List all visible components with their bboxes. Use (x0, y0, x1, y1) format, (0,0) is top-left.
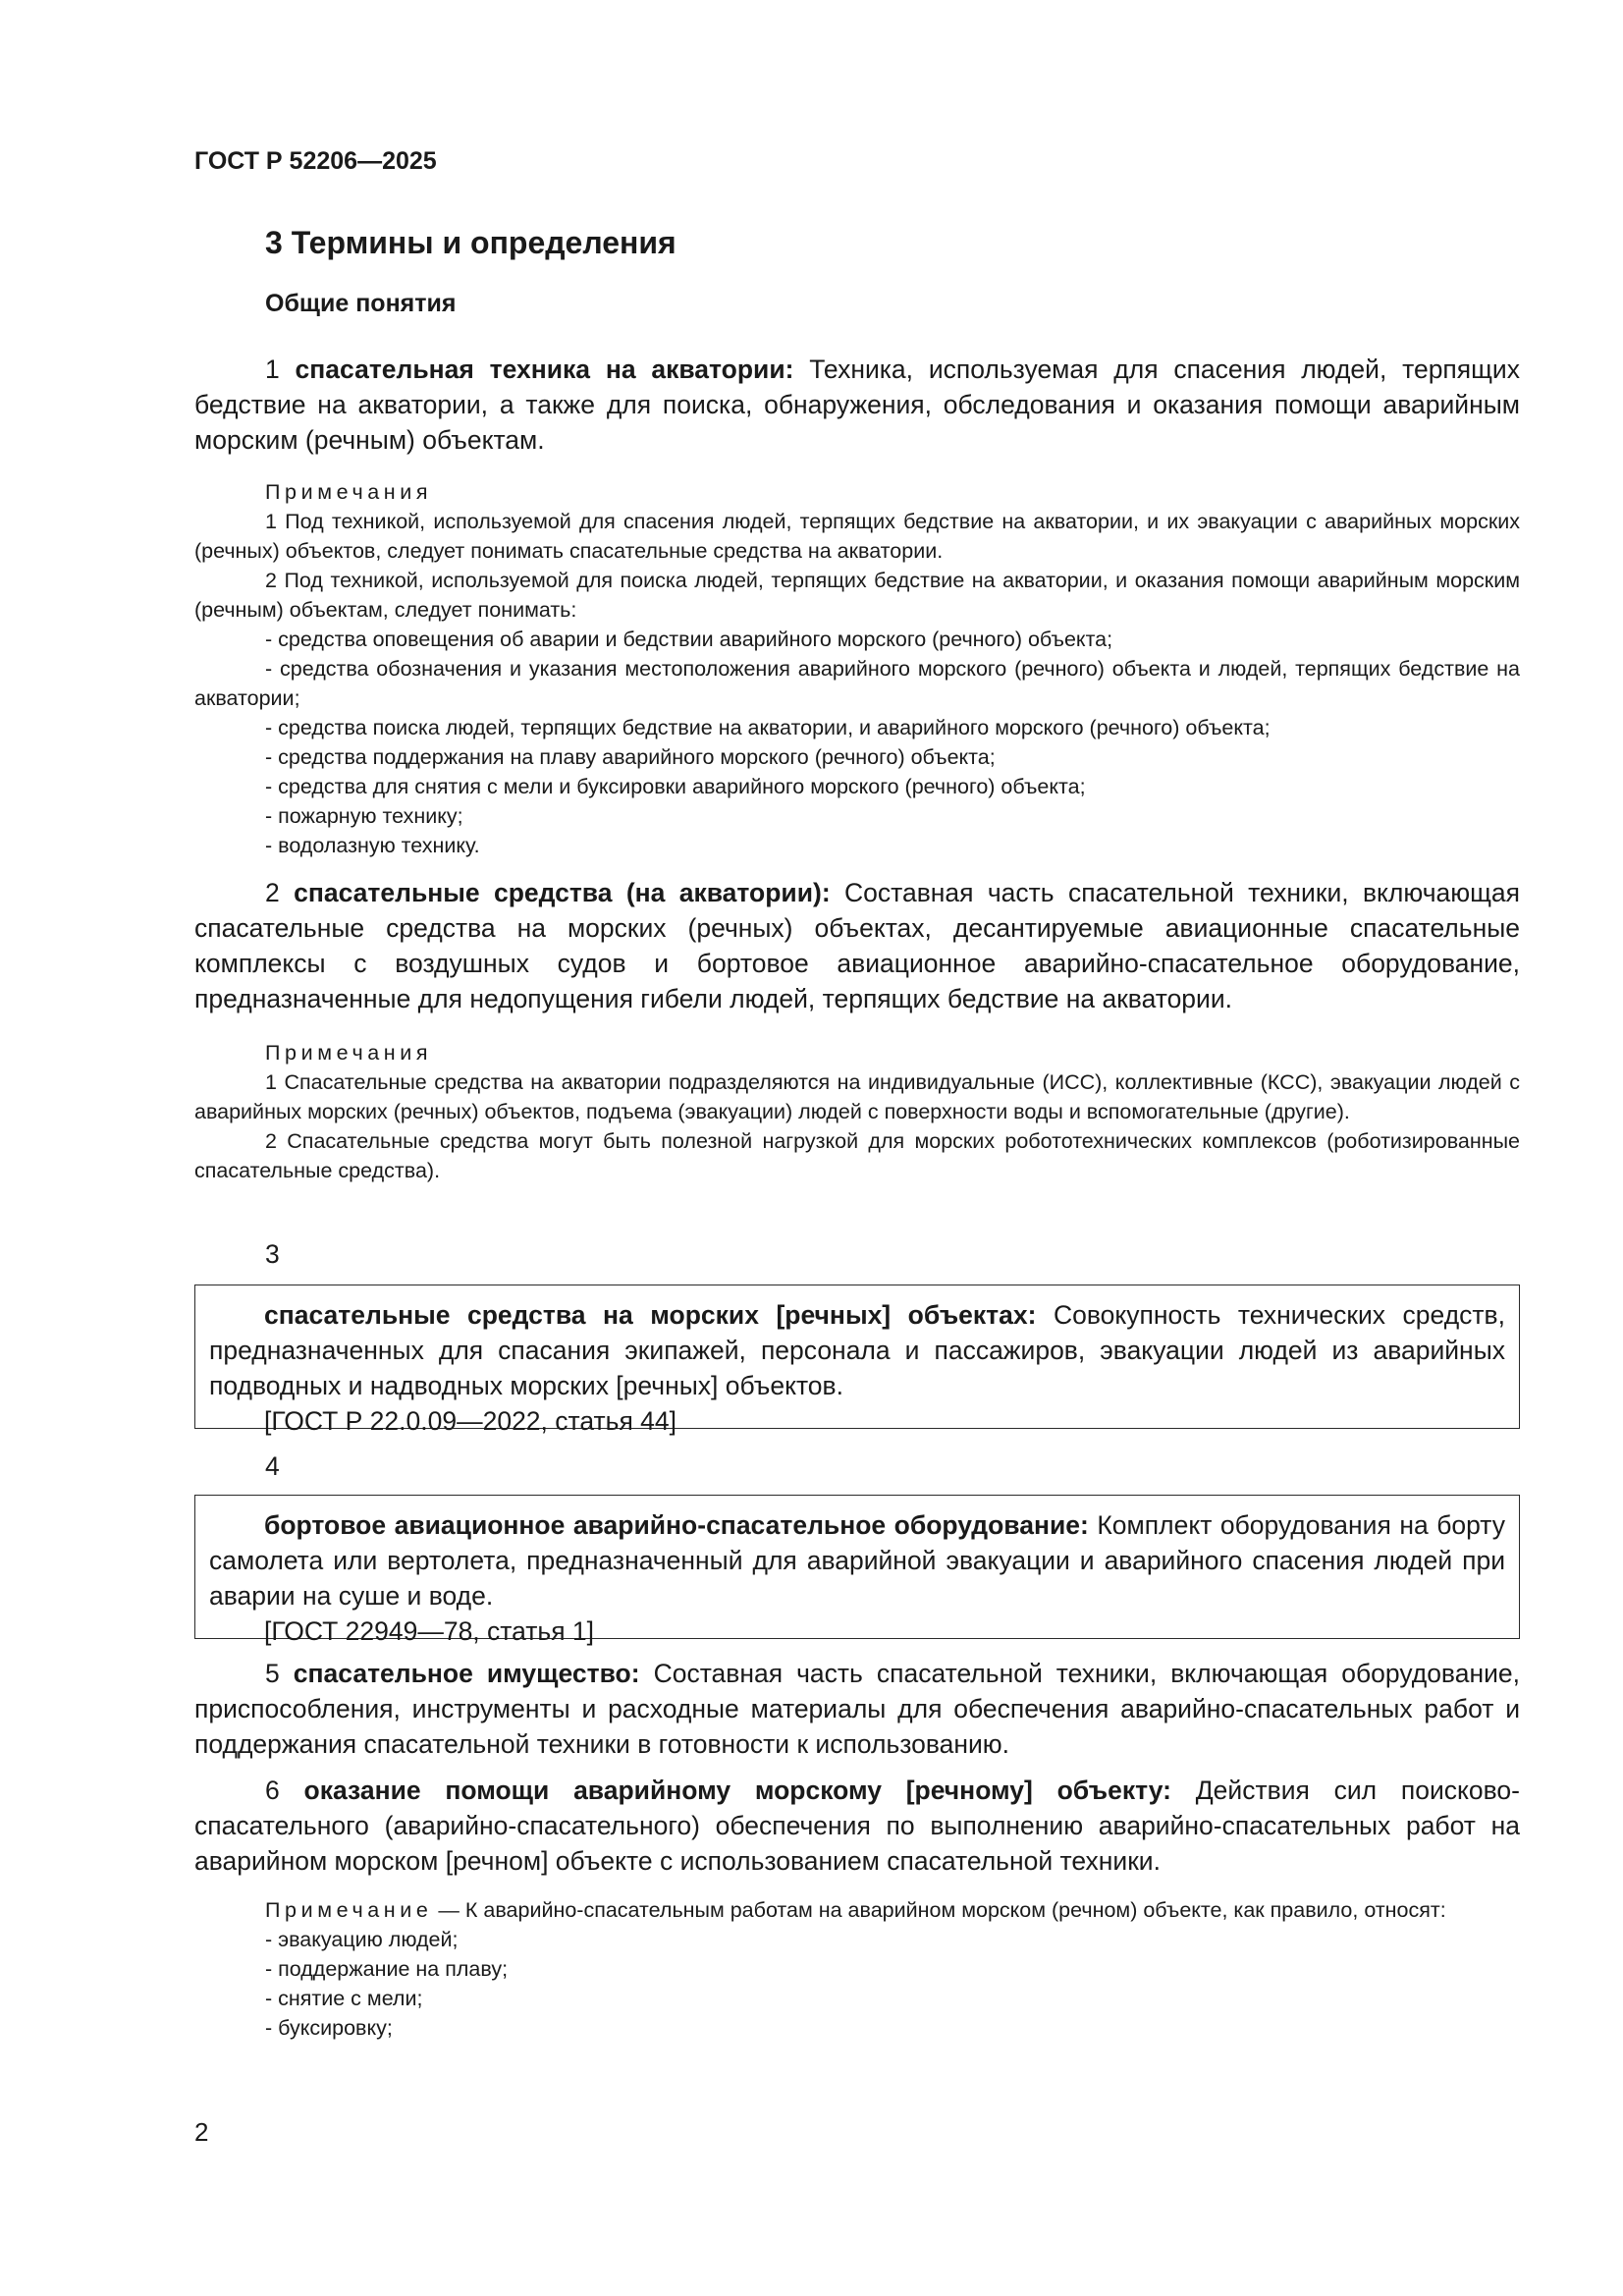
term-4-name: бортовое авиационное аварийно-спасательное оборудование: (264, 1510, 1089, 1540)
term-1-notes (194, 477, 1520, 860)
term-2-note-2: 2 Спасательные средства могут быть полезной нагрузкой для морских робототехнических комплексов (роботизированные спасательные средства). (194, 1129, 1520, 1182)
subsection-title: Общие понятия (265, 290, 457, 317)
section-title: 3 Термины и определения (265, 225, 676, 260)
term-1-note-1: 1 Под техникой, используемой для спасения людей, терпящих бедствие на акватории, и их эвакуации с аварийных морских (речных) объектов, следует понимать спасательные средства на акватории. (194, 510, 1520, 563)
list-item: - водолазную технику. (265, 834, 480, 857)
term-5-name: спасательное имущество: (293, 1659, 640, 1688)
page-number: 2 (194, 2117, 209, 2147)
list-item: - средства поиска людей, терпящих бедствие на акватории, и аварийного морского (речного) объекта; (265, 716, 1271, 739)
notes-heading: Примечания (265, 1041, 433, 1065)
term-3-text (209, 1297, 1505, 1403)
list-item: - средства поддержания на плаву аварийного морского (речного) объекта; (265, 745, 996, 769)
term-5-text (194, 1656, 1520, 1762)
term-6-text (194, 1773, 1520, 1879)
term-2 (194, 875, 1520, 1016)
list-item: - средства для снятия с мели и буксировки аварийного морского (речного) объекта; (265, 775, 1086, 798)
term-2-name: спасательные средства (на акватории): (294, 878, 831, 907)
list-item: - снятие с мели; (265, 1987, 423, 2010)
term-1-name: спасательная техника на акватории: (295, 355, 794, 384)
notes-heading: Примечания (265, 480, 433, 504)
term-1 (194, 352, 1520, 458)
term-1-note-2: 2 Под техникой, используемой для поиска людей, терпящих бедствие на акватории, и оказания помощи аварийным морским (речным) объектам, следует понимать: (194, 569, 1520, 622)
term-4-box (194, 1495, 1520, 1646)
term-6-name: оказание помощи аварийному морскому [речному] объекту: (303, 1776, 1171, 1805)
term-3-box (194, 1285, 1520, 1436)
list-item: - эвакуацию людей; (265, 1928, 459, 1951)
term-6-note-text (194, 1895, 1520, 1925)
list-item: - буксировку; (265, 2016, 393, 2040)
term-2-text (194, 875, 1520, 1016)
term-5 (194, 1656, 1520, 1762)
term-6-number: 6 (265, 1776, 280, 1805)
term-1-text (194, 352, 1520, 458)
term-3-number: 3 (265, 1239, 280, 1269)
term-2-note-1: 1 Спасательные средства на акватории подразделяются на индивидуальные (ИСС), коллективные (КСС), эвакуации людей с аварийных морских (речных) объектов, подъема (эвакуации) людей с поверхности воды и вспомогательные (другие). (194, 1070, 1520, 1123)
note-body: — К аварийно-спасательным работам на аварийном морском (речном) объекте, как правило, относят: (432, 1898, 1446, 1922)
list-item: - поддержание на плаву; (265, 1957, 509, 1981)
document-code: ГОСТ Р 52206—2025 (194, 147, 437, 175)
term-4-number: 4 (265, 1451, 280, 1481)
term-3-name: спасательные средства на морских [речных] объектах: (264, 1300, 1037, 1330)
term-4-source: [ГОСТ 22949—78, статья 1] (264, 1616, 595, 1646)
term-6-definition: Действия сил поисково-спасательного (аварийно-спасательного) обеспечения по выполнению аварийно-спасательных работ на аварийном морском [речном] объекте с использованием спасательной техники. (194, 1776, 1520, 1876)
list-item: - средства оповещения об аварии и бедствии аварийного морского (речного) объекта; (265, 628, 1113, 651)
term-5-number: 5 (265, 1659, 280, 1688)
term-1-number: 1 (265, 355, 280, 384)
term-1-definition: Техника, используемая для спасения людей, терпящих бедствие на акватории, а также для поиска, обнаружения, обследования и оказания помощи аварийным морским (речным) объектам. (194, 355, 1520, 455)
list-item: - средства обозначения и указания местоположения аварийного морского (речного) объекта и людей, терпящих бедствие на акватории; (194, 657, 1520, 710)
term-2-notes (194, 1038, 1520, 1185)
term-3-definition: Совокупность технических средств, предназначенных для спасания экипажей, персонала и пассажиров, эвакуации людей из аварийных подводных и надводных морских [речных] объектов. (209, 1300, 1505, 1400)
term-6-note (194, 1895, 1520, 2043)
term-4-text (209, 1507, 1505, 1613)
note-heading: Примечание (265, 1898, 433, 1922)
term-3-source: [ГОСТ Р 22.0.09—2022, статья 44] (264, 1406, 677, 1436)
term-2-number: 2 (265, 878, 280, 907)
list-item: - пожарную технику; (265, 804, 463, 828)
term-5-definition: Составная часть спасательной техники, включающая оборудование, приспособления, инструменты и расходные материалы для обеспечения аварийно-спасательных работ и поддержания спасательной техники в готовности к использованию. (194, 1659, 1520, 1759)
term-2-definition: Составная часть спасательной техники, включающая спасательные средства на морских (речных) объектах, десантируемые авиационные спасательные комплексы с воздушных судов и бортовое авиационное аварийно-спасательное оборудование, предназначенные для недопущения гибели людей, терпящих бедствие на акватории. (194, 878, 1521, 1013)
term-4-definition: Комплект оборудования на борту самолета или вертолета, предназначенный для аварийной эвакуации и аварийного спасения людей при аварии на суше и воде. (209, 1510, 1505, 1611)
term-6 (194, 1773, 1520, 1879)
